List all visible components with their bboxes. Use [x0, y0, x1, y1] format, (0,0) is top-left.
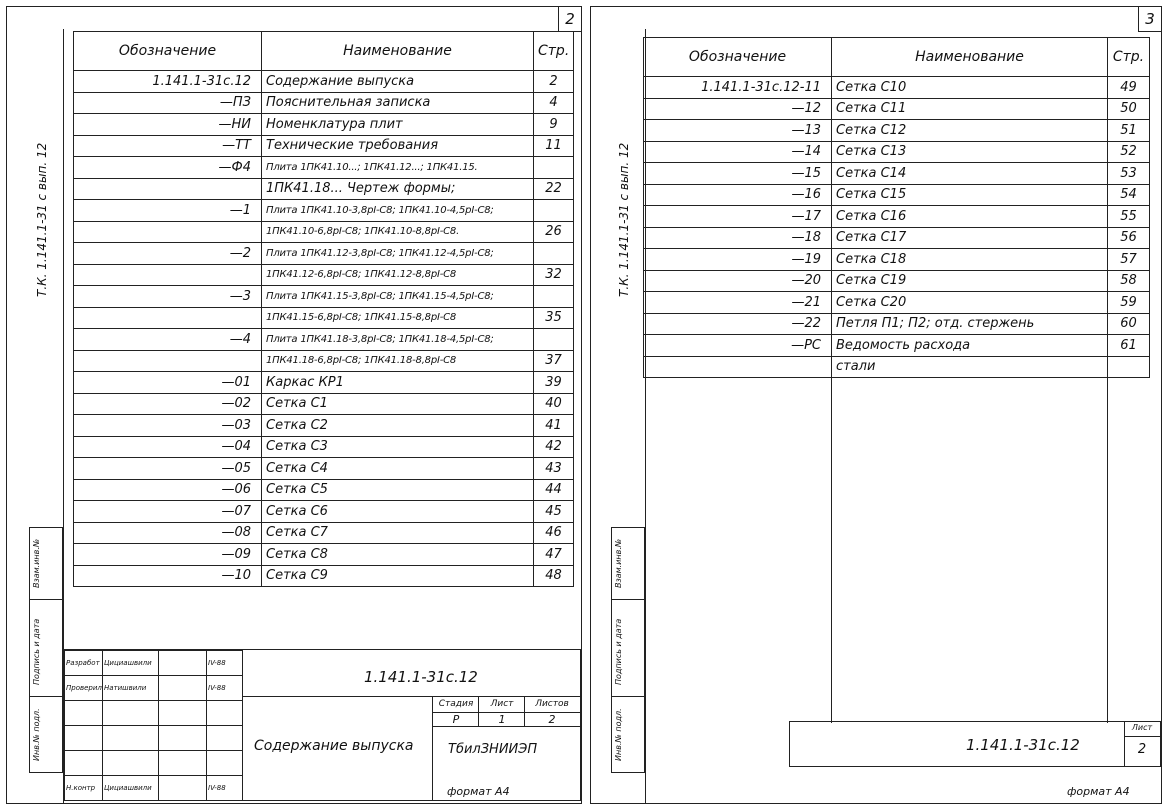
table-row — [74, 458, 574, 480]
cell-code: —4 — [74, 329, 262, 351]
header-page: Стр. — [1108, 38, 1150, 77]
cell-code — [74, 350, 262, 372]
strip-label: Инв.№ подл. — [32, 708, 41, 761]
approval-signature — [159, 701, 207, 726]
title-block — [789, 721, 1161, 767]
table-row — [74, 286, 574, 308]
cell-name: Сетка С18 — [832, 249, 1108, 271]
cell-name: 1ПК41.18-6,8рI-С8; 1ПК41.18-8,8рI-С8 — [262, 350, 534, 372]
document-title: Содержание выпуска — [254, 738, 414, 754]
cell-name: 1ПК41.10-6,8рI-С8; 1ПК41.10-8,8рI-С8. — [262, 221, 534, 243]
cell-code: —1 — [74, 200, 262, 222]
table-row — [644, 270, 1150, 292]
cell-code: —ТТ — [74, 135, 262, 157]
cell-code: —17 — [644, 206, 832, 228]
cell-code: —ПЗ — [74, 92, 262, 114]
table-row — [644, 141, 1150, 163]
sheet-right — [590, 6, 1162, 804]
cell-page: 44 — [534, 479, 574, 501]
sheet-left — [6, 6, 582, 804]
title-divider — [1124, 736, 1160, 737]
cell-code: —04 — [74, 436, 262, 458]
approval-name: Цициашвили — [103, 651, 159, 676]
cell-page — [534, 329, 574, 351]
cell-code: —19 — [644, 249, 832, 271]
cell-page: 50 — [1108, 98, 1150, 120]
cell-name: Плита 1ПК41.18-3,8рI-С8; 1ПК41.18-4,5рI-С8; — [262, 329, 534, 351]
table-row — [74, 436, 574, 458]
page-number: 2 — [558, 7, 581, 32]
strip-cell-signature — [612, 600, 644, 696]
cell-name: Сетка С5 — [262, 479, 534, 501]
cell-name: Сетка С6 — [262, 501, 534, 523]
cell-code — [74, 307, 262, 329]
table-row — [644, 77, 1150, 99]
cell-code: —18 — [644, 227, 832, 249]
cell-code: —09 — [74, 544, 262, 566]
approval-date — [207, 701, 243, 726]
cell-code: —07 — [74, 501, 262, 523]
approval-signature — [159, 751, 207, 776]
cell-page: 58 — [1108, 270, 1150, 292]
cell-code: —03 — [74, 415, 262, 437]
cell-name: Сетка С3 — [262, 436, 534, 458]
table-row — [644, 163, 1150, 185]
cell-code: —Ф4 — [74, 157, 262, 179]
cell-page: 54 — [1108, 184, 1150, 206]
cell-code: —01 — [74, 372, 262, 394]
approval-table — [64, 650, 243, 801]
cell-page: 59 — [1108, 292, 1150, 314]
cell-code: 1.141.1-31с.12 — [74, 71, 262, 93]
approval-row — [65, 651, 243, 676]
cell-name: стали — [832, 356, 1108, 378]
table-row — [644, 206, 1150, 228]
approval-role: Проверил — [65, 676, 103, 701]
table-row — [74, 307, 574, 329]
cell-page: 55 — [1108, 206, 1150, 228]
approval-role — [65, 751, 103, 776]
approval-role: Разработ — [65, 651, 103, 676]
approval-date — [207, 751, 243, 776]
table-row — [74, 415, 574, 437]
strip-label: Взам.инв.№ — [614, 539, 623, 589]
table-row — [74, 178, 574, 200]
sheet-value: 1 — [498, 713, 506, 726]
title-divider — [1124, 722, 1125, 766]
page-number: 3 — [1138, 7, 1161, 32]
title-divider — [242, 650, 243, 800]
cell-code: —15 — [644, 163, 832, 185]
approval-date: IV-88 — [207, 651, 243, 676]
cell-page: 49 — [1108, 77, 1150, 99]
strip-cell-replace — [612, 528, 644, 600]
table-header-row — [644, 38, 1150, 77]
cell-name: Плита 1ПК41.12-3,8рI-С8; 1ПК41.12-4,5рI-С8; — [262, 243, 534, 265]
cell-page: 45 — [534, 501, 574, 523]
cell-page: 52 — [1108, 141, 1150, 163]
cell-name: Сетка С8 — [262, 544, 534, 566]
cell-page — [534, 200, 574, 222]
cell-name: Сетка С7 — [262, 522, 534, 544]
document-code: 1.141.1-31с.12 — [364, 668, 478, 686]
approval-date: IV-88 — [207, 676, 243, 701]
cell-page: 61 — [1108, 335, 1150, 357]
strip-cell-inventory — [30, 697, 62, 772]
cell-page: 9 — [534, 114, 574, 136]
cell-name: Плита 1ПК41.10...; 1ПК41.12...; 1ПК41.15. — [262, 157, 534, 179]
approval-signature — [159, 651, 207, 676]
approval-signature — [159, 726, 207, 751]
cell-name: Сетка С20 — [832, 292, 1108, 314]
cell-page: 41 — [534, 415, 574, 437]
title-block — [63, 649, 581, 801]
cell-page: 37 — [534, 350, 574, 372]
cell-name: Сетка С4 — [262, 458, 534, 480]
table-row — [74, 350, 574, 372]
cell-name: 1ПК41.18... Чертеж формы; — [262, 178, 534, 200]
cell-page — [534, 286, 574, 308]
cell-page: 39 — [534, 372, 574, 394]
format-label: формат А4 — [447, 785, 510, 798]
cell-name: Сетка С9 — [262, 565, 534, 587]
table-row — [644, 292, 1150, 314]
document-code: 1.141.1-31с.12 — [966, 736, 1080, 754]
table-header-row — [74, 32, 574, 71]
side-code: Т.К. 1.141.1-31 с вып. 12 — [617, 142, 631, 297]
table-row — [74, 393, 574, 415]
cell-name: Сетка С10 — [832, 77, 1108, 99]
approval-row — [65, 726, 243, 751]
cell-name: Содержание выпуска — [262, 71, 534, 93]
cell-page: 48 — [534, 565, 574, 587]
cell-page: 40 — [534, 393, 574, 415]
cell-page: 57 — [1108, 249, 1150, 271]
approval-row — [65, 676, 243, 701]
table-row — [74, 372, 574, 394]
cell-code: —02 — [74, 393, 262, 415]
cell-code: —НИ — [74, 114, 262, 136]
cell-code: —РС — [644, 335, 832, 357]
table-row — [644, 356, 1150, 378]
cell-page — [534, 243, 574, 265]
approval-name — [103, 751, 159, 776]
contents-table — [73, 31, 574, 587]
approval-signature — [159, 676, 207, 701]
cell-name: Плита 1ПК41.10-3,8рI-С8; 1ПК41.10-4,5рI-С8; — [262, 200, 534, 222]
cell-code: 1.141.1-31с.12-11 — [644, 77, 832, 99]
approval-name: Натишвили — [103, 676, 159, 701]
table-row — [644, 184, 1150, 206]
table-row — [74, 135, 574, 157]
approval-signature — [159, 776, 207, 801]
cell-code: —16 — [644, 184, 832, 206]
column-line — [831, 377, 832, 723]
title-divider — [242, 696, 580, 697]
cell-page: 32 — [534, 264, 574, 286]
table-row — [74, 565, 574, 587]
cell-page: 26 — [534, 221, 574, 243]
stage-value: Р — [452, 713, 460, 726]
cell-page: 43 — [534, 458, 574, 480]
table-row — [644, 98, 1150, 120]
cell-code — [644, 356, 832, 378]
cell-name: Номенклатура плит — [262, 114, 534, 136]
cell-code: —3 — [74, 286, 262, 308]
cell-page: 47 — [534, 544, 574, 566]
cell-page: 11 — [534, 135, 574, 157]
cell-code: —20 — [644, 270, 832, 292]
cell-code: —13 — [644, 120, 832, 142]
cell-code: —08 — [74, 522, 262, 544]
cell-page: 56 — [1108, 227, 1150, 249]
cell-code: —21 — [644, 292, 832, 314]
table-row — [74, 114, 574, 136]
cell-code: —22 — [644, 313, 832, 335]
cell-code — [74, 264, 262, 286]
strip-cell-replace — [30, 528, 62, 600]
cell-name: Сетка С14 — [832, 163, 1108, 185]
cell-page: 22 — [534, 178, 574, 200]
stamp-strip — [611, 527, 645, 773]
title-divider — [478, 696, 479, 726]
cell-name: Петля П1; П2; отд. стержень — [832, 313, 1108, 335]
cell-page: 53 — [1108, 163, 1150, 185]
cell-page: 4 — [534, 92, 574, 114]
title-divider — [524, 696, 525, 726]
table-row — [74, 501, 574, 523]
cell-name: Сетка С15 — [832, 184, 1108, 206]
approval-row — [65, 701, 243, 726]
sheets-label: Листов — [535, 699, 569, 709]
approval-row — [65, 751, 243, 776]
table-row — [74, 92, 574, 114]
cell-name: Сетка С13 — [832, 141, 1108, 163]
table-row — [74, 479, 574, 501]
cell-page: 51 — [1108, 120, 1150, 142]
table-row — [74, 221, 574, 243]
sheet-label: Лист — [1131, 723, 1153, 732]
format-label: формат А4 — [1067, 785, 1130, 798]
table-row — [644, 313, 1150, 335]
stage-label: Стадия — [438, 699, 474, 709]
contents-table — [643, 37, 1150, 378]
table-row — [644, 335, 1150, 357]
cell-page: 2 — [534, 71, 574, 93]
cell-code: —05 — [74, 458, 262, 480]
table-row — [74, 522, 574, 544]
approval-name — [103, 726, 159, 751]
column-line — [1107, 377, 1108, 723]
table-row — [74, 71, 574, 93]
table-row — [644, 120, 1150, 142]
cell-code: —2 — [74, 243, 262, 265]
cell-name: Ведомость расхода — [832, 335, 1108, 357]
cell-name: Технические требования — [262, 135, 534, 157]
cell-page: 42 — [534, 436, 574, 458]
cell-name: Сетка С19 — [832, 270, 1108, 292]
table-row — [644, 227, 1150, 249]
strip-label: Взам.инв.№ — [32, 539, 41, 589]
table-row — [74, 544, 574, 566]
sheet-label: Лист — [490, 699, 514, 709]
approval-role: Н.контр — [65, 776, 103, 801]
table-row — [74, 243, 574, 265]
cell-name: 1ПК41.15-6,8рI-С8; 1ПК41.15-8,8рI-С8 — [262, 307, 534, 329]
cell-name: Сетка С17 — [832, 227, 1108, 249]
cell-code: —14 — [644, 141, 832, 163]
cell-page — [534, 157, 574, 179]
header-name: Наименование — [262, 32, 534, 71]
cell-page: 60 — [1108, 313, 1150, 335]
cell-name: 1ПК41.12-6,8рI-С8; 1ПК41.12-8,8рI-С8 — [262, 264, 534, 286]
cell-code: —12 — [644, 98, 832, 120]
table-row — [74, 157, 574, 179]
cell-name: Сетка С16 — [832, 206, 1108, 228]
organization: ТбилЗНИИЭП — [448, 742, 538, 757]
cell-name: Сетка С1 — [262, 393, 534, 415]
strip-label: Инв.№ подл. — [614, 708, 623, 761]
table-row — [644, 249, 1150, 271]
approval-role — [65, 701, 103, 726]
header-designation: Обозначение — [74, 32, 262, 71]
header-name: Наименование — [832, 38, 1108, 77]
sheets-value: 2 — [548, 713, 556, 726]
cell-code: —06 — [74, 479, 262, 501]
cell-code — [74, 178, 262, 200]
table-row — [74, 329, 574, 351]
cell-code: —10 — [74, 565, 262, 587]
table-row — [74, 264, 574, 286]
cell-name: Сетка С2 — [262, 415, 534, 437]
stamp-strip — [29, 527, 63, 773]
cell-name: Плита 1ПК41.15-3,8рI-С8; 1ПК41.15-4,5рI-С8; — [262, 286, 534, 308]
cell-code — [74, 221, 262, 243]
title-divider — [432, 726, 580, 727]
cell-name: Пояснительная записка — [262, 92, 534, 114]
approval-date: IV-88 — [207, 776, 243, 801]
strip-cell-inventory — [612, 697, 644, 772]
strip-label: Подпись и дата — [614, 618, 623, 685]
header-page: Стр. — [534, 32, 574, 71]
side-code: Т.К. 1.141.1-31 с вып. 12 — [35, 142, 49, 297]
cell-page — [1108, 356, 1150, 378]
cell-name: Сетка С11 — [832, 98, 1108, 120]
cell-page: 46 — [534, 522, 574, 544]
strip-label: Подпись и дата — [32, 618, 41, 685]
table-row — [74, 200, 574, 222]
strip-cell-signature — [30, 600, 62, 696]
approval-name: Цициашвили — [103, 776, 159, 801]
cell-name: Сетка С12 — [832, 120, 1108, 142]
approval-name — [103, 701, 159, 726]
approval-date — [207, 726, 243, 751]
approval-row — [65, 776, 243, 801]
approval-role — [65, 726, 103, 751]
cell-name: Каркас КР1 — [262, 372, 534, 394]
sheet-value: 2 — [1137, 742, 1147, 757]
cell-page: 35 — [534, 307, 574, 329]
header-designation: Обозначение — [644, 38, 832, 77]
